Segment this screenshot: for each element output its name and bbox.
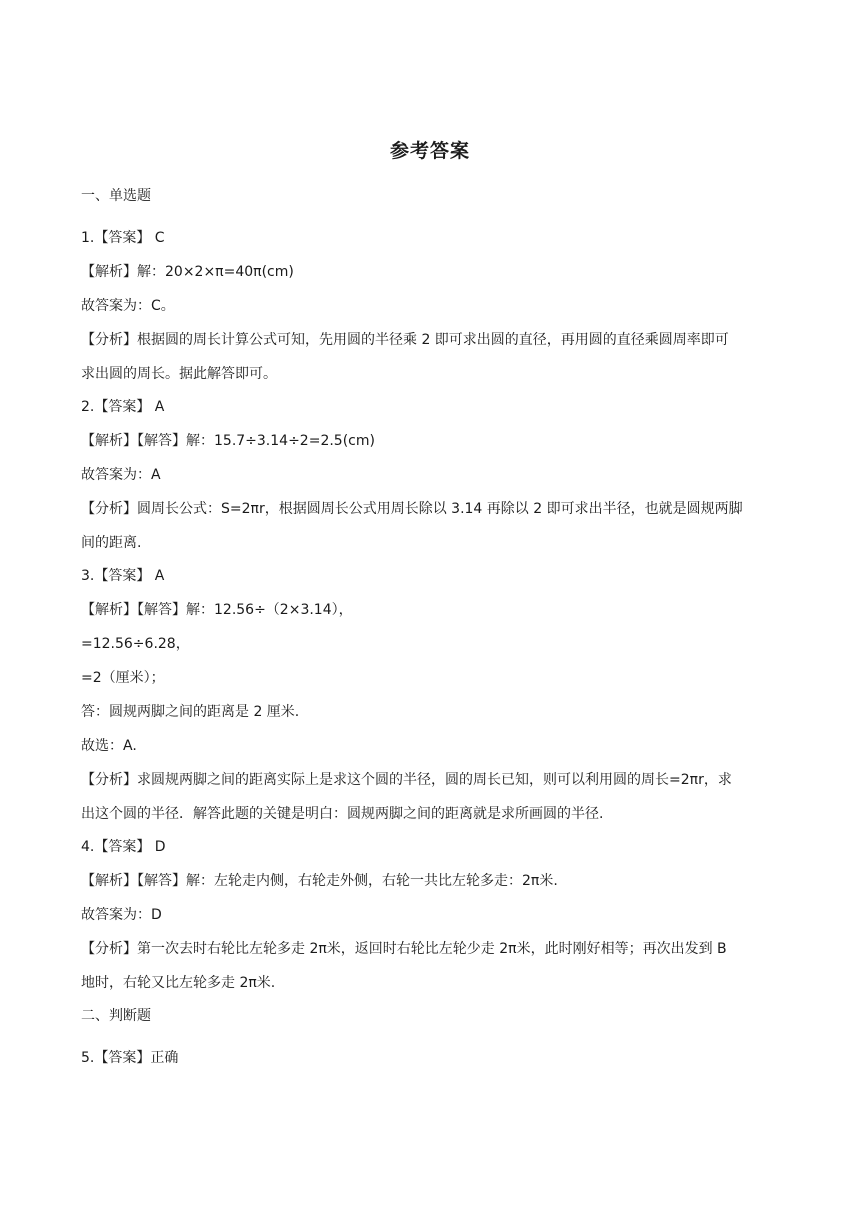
q3-choice: 故选：A. bbox=[81, 738, 137, 754]
page-title: 参考答案 bbox=[389, 140, 470, 162]
q3-solution-step2: =12.56÷6.28， bbox=[81, 636, 190, 652]
q3-analysis-line1: 【分析】求圆规两脚之间的距离实际上是求这个圆的半径，圆的周长已知，则可以利用圆的周长=2πr，求 bbox=[81, 772, 732, 788]
q3-analysis-line2: 出这个圆的半径．解答此题的关键是明白：圆规两脚之间的距离就是求所画圆的半径. bbox=[81, 806, 604, 822]
q4-analysis-line1: 【分析】第一次去时右轮比左轮多走 2π米，返回时右轮比左轮少走 2π米，此时刚好相等；再次出发到 B bbox=[81, 941, 727, 957]
q5-answer: 5.【答案】正确 bbox=[81, 1050, 179, 1066]
q3-reply: 答：圆规两脚之间的距离是 2 厘米. bbox=[81, 704, 300, 720]
q1-analysis-line1: 【分析】根据圆的周长计算公式可知，先用圆的半径乘 2 即可求出圆的直径，再用圆的直径乘圆周率即可 bbox=[81, 332, 729, 348]
section-heading-true-false: 二、判断题 bbox=[81, 1008, 151, 1024]
q4-solution: 【解析】【解答】解：左轮走内侧，右轮走外侧，右轮一共比左轮多走：2π米. bbox=[81, 873, 558, 889]
q4-conclusion: 故答案为：D bbox=[81, 907, 162, 923]
q1-solution: 【解析】解：20×2×π=40π(cm) bbox=[81, 264, 294, 280]
q2-solution: 【解析】【解答】解：15.7÷3.14÷2=2.5(cm) bbox=[81, 433, 375, 449]
section-heading-single-choice: 一、单选题 bbox=[81, 188, 151, 204]
q3-solution-step3: =2（厘米）； bbox=[81, 670, 165, 686]
q2-analysis-line1: 【分析】圆周长公式：S=2πr，根据圆周长公式用周长除以 3.14 再除以 2 即可求出半径，也就是圆规两脚 bbox=[81, 501, 743, 517]
q4-answer: 4.【答案】 D bbox=[81, 839, 166, 855]
q2-analysis-line2: 间的距离. bbox=[81, 535, 142, 551]
q1-analysis-line2: 求出圆的周长。据此解答即可。 bbox=[81, 366, 277, 382]
q3-solution-step1: 【解析】【解答】解：12.56÷（2×3.14）， bbox=[81, 602, 353, 618]
q3-answer: 3.【答案】 A bbox=[81, 568, 165, 584]
q2-conclusion: 故答案为：A bbox=[81, 467, 161, 483]
q2-answer: 2.【答案】 A bbox=[81, 399, 165, 415]
q1-answer: 1.【答案】 C bbox=[81, 230, 165, 246]
q4-analysis-line2: 地时，右轮又比左轮多走 2π米. bbox=[81, 975, 276, 991]
q1-conclusion: 故答案为：C。 bbox=[81, 298, 175, 314]
